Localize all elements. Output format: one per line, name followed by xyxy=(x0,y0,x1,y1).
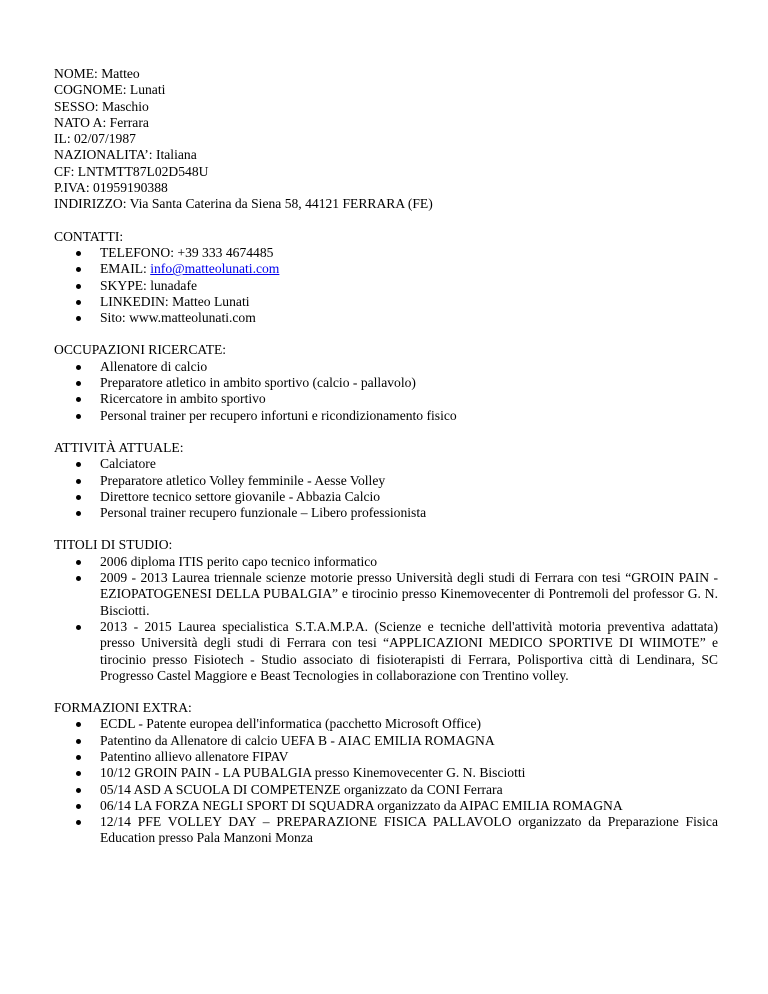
list-item: Preparatore atletico in ambito sportivo (calcio - pallavolo) xyxy=(54,375,718,391)
cv-document xyxy=(54,66,718,847)
indirizzo-line: INDIRIZZO: Via Santa Caterina da Siena 58, 44121 FERRARA (FE) xyxy=(54,196,433,212)
occupazioni-list xyxy=(54,359,718,424)
codice-fiscale-line: CF: LNTMTT87L02D548U xyxy=(54,163,209,179)
list-item: 2006 diploma ITIS perito capo tecnico informatico xyxy=(54,554,718,570)
nome-line: NOME: Matteo xyxy=(54,66,140,81)
list-item: 2009 - 2013 Laurea triennale scienze motorie presso Università degli studi di Ferrara con tesi “GROIN PAIN - EZIOPATOGENESI DELLA PUBALGIA” e tirocinio presso Kinemovecenter di Pontremoli del professor G. N. Bisciotti. xyxy=(54,570,718,619)
contatti-list xyxy=(54,245,718,326)
partita-iva-line: P.IVA: 01959190388 xyxy=(54,180,168,196)
formazioni-heading: FORMAZIONI EXTRA: xyxy=(54,700,192,716)
attivita-list xyxy=(54,456,718,521)
list-item: 06/14 LA FORZA NEGLI SPORT DI SQUADRA organizzato da AIPAC EMILIA ROMAGNA xyxy=(54,798,718,814)
cognome-line: COGNOME: Lunati xyxy=(54,82,166,98)
list-item: 2013 - 2015 Laurea specialistica S.T.A.M.P.A. (Scienze e tecniche dell'attività motoria preventiva adattata) presso Università degli studi di Ferrara con tesi “APPLICAZIONI MEDICO SPORTIVE DI WIIMOTE” e tirocinio presso Fisiotech - Studio associato di fisioterapisti di Ferrara, Polisportiva città di Lendinara, SC Progresso Castel Maggiore e Beast Tecnologies in collaborazione con Trentino volley. xyxy=(54,619,718,684)
list-item: 10/12 GROIN PAIN - LA PUBALGIA presso Kinemovecenter G. N. Bisciotti xyxy=(54,765,718,781)
list-item: ECDL - Patente europea dell'informatica (pacchetto Microsoft Office) xyxy=(54,716,718,732)
skype-item: SKYPE: lunadafe xyxy=(54,278,718,294)
titoli-section xyxy=(54,537,718,684)
attivita-heading: ATTIVITÀ ATTUALE: xyxy=(54,439,184,455)
titoli-list xyxy=(54,554,718,684)
contatti-section xyxy=(54,229,718,327)
nato-a-line: NATO A: Ferrara xyxy=(54,114,149,130)
email-item xyxy=(54,261,718,277)
list-item: Allenatore di calcio xyxy=(54,359,718,375)
attivita-section xyxy=(54,440,718,521)
list-item: Direttore tecnico settore giovanile - Abbazia Calcio xyxy=(54,489,718,505)
titoli-heading: TITOLI DI STUDIO: xyxy=(54,537,173,553)
list-item: 12/14 PFE VOLLEY DAY – PREPARAZIONE FISICA PALLAVOLO organizzato da Preparazione Fisica Education presso Pala Manzoni Monza xyxy=(54,814,718,847)
occupazioni-section xyxy=(54,342,718,423)
list-item: Patentino allievo allenatore FIPAV xyxy=(54,749,718,765)
data-nascita-line: IL: 02/07/1987 xyxy=(54,131,136,147)
list-item: Patentino da Allenatore di calcio UEFA B - AIAC EMILIA ROMAGNA xyxy=(54,733,718,749)
sesso-line: SESSO: Maschio xyxy=(54,98,149,114)
list-item: 05/14 ASD A SCUOLA DI COMPETENZE organizzato da CONI Ferrara xyxy=(54,782,718,798)
formazioni-list xyxy=(54,716,718,846)
list-item: Preparatore atletico Volley femminile - Aesse Volley xyxy=(54,473,718,489)
list-item: Calciatore xyxy=(54,456,718,472)
telefono-item: TELEFONO: +39 333 4674485 xyxy=(54,245,718,261)
contatti-heading: CONTATTI: xyxy=(54,228,124,244)
nazionalita-line: NAZIONALITA’: Italiana xyxy=(54,147,197,163)
sito-item: Sito: www.matteolunati.com xyxy=(54,310,718,326)
formazioni-section xyxy=(54,700,718,847)
email-link[interactable]: info@matteolunati.com xyxy=(150,261,280,277)
linkedin-item: LINKEDIN: Matteo Lunati xyxy=(54,294,718,310)
email-label: EMAIL: xyxy=(100,261,151,277)
occupazioni-heading: OCCUPAZIONI RICERCATE: xyxy=(54,342,227,358)
list-item: Personal trainer recupero funzionale – Libero professionista xyxy=(54,505,718,521)
personal-info xyxy=(54,66,718,213)
list-item: Ricercatore in ambito sportivo xyxy=(54,391,718,407)
list-item: Personal trainer per recupero infortuni e ricondizionamento fisico xyxy=(54,408,718,424)
